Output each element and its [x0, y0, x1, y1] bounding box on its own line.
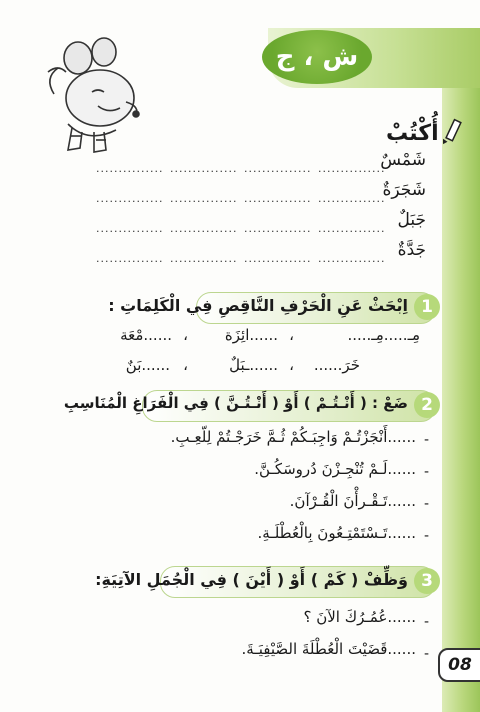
exercise2-title: ضَعْ : ( أَنْـتُـمْ ) أَوْ ( أَنْـتُـنَّ ) فِي الْفَرَاغِ الْمُنَاسِبِ	[63, 394, 408, 412]
write-rows	[96, 150, 426, 270]
fill-sentence[interactable]: ......عُمُـرُكَ الآنَ ؟	[303, 608, 416, 626]
write-row	[96, 240, 426, 270]
blank-line[interactable]: ...............	[170, 162, 238, 175]
separator: ،	[183, 326, 188, 344]
list-dash: -	[424, 496, 430, 512]
blank-line[interactable]: ...............	[244, 252, 312, 265]
page-number: 08	[438, 648, 480, 682]
exercise3-title: وَظِّفْ ( كَمْ ) أَوْ ( أَيْنَ ) فِي الْجُمَلِ الآتِيَةِ:	[95, 570, 408, 589]
write-row	[96, 210, 426, 240]
mascot-illustration	[38, 28, 158, 158]
exercise3-number: 3	[414, 568, 440, 594]
write-row	[96, 180, 426, 210]
separator: ،	[183, 356, 188, 374]
exercise1-title: اِبْحَثْ عَنِ الْحَرْفِ النَّاقِصِ فِي الْكَلِمَاتِ :	[108, 296, 408, 315]
write-row	[96, 150, 426, 180]
write-word: جَدَّةٌ	[397, 240, 426, 260]
blank-line[interactable]: ...............	[244, 162, 312, 175]
write-section-header	[386, 118, 463, 148]
blank-line[interactable]: ...............	[318, 162, 386, 175]
letters-badge: ش ، ج	[262, 30, 372, 84]
exercise2-number: 2	[414, 392, 440, 418]
blank-line[interactable]: ...............	[318, 192, 386, 205]
list-dash: -	[424, 464, 430, 480]
blank-line[interactable]: ...............	[96, 222, 164, 235]
blank-line[interactable]: ...............	[318, 252, 386, 265]
missing-letter-item[interactable]: ......ائِزَة	[224, 326, 278, 344]
blank-line[interactable]: ...............	[96, 192, 164, 205]
blank-line[interactable]: ...............	[96, 162, 164, 175]
missing-letter-item[interactable]: خَرَ......	[313, 356, 360, 374]
blank-line[interactable]: ...............	[170, 252, 238, 265]
missing-letter-item[interactable]: مِـ.....مِـ.....	[347, 326, 420, 344]
list-dash: -	[424, 432, 430, 448]
blank-line[interactable]: ...............	[170, 222, 238, 235]
pencil-icon	[443, 118, 463, 148]
missing-letter-item[interactable]: ......ـبَلٌ	[229, 356, 278, 374]
fill-sentence[interactable]: ......تَـقْـرأْنَ الْقُـرْآنَ.	[289, 492, 416, 510]
write-word: جَبَلٌ	[397, 210, 426, 230]
missing-letter-item[interactable]: ......مْعَة	[120, 326, 172, 344]
blank-line[interactable]: ...............	[244, 222, 312, 235]
fill-sentence[interactable]: ......تَـسْتَمْتِـعُونَ بِالْعُطْلَـةِ.	[257, 524, 416, 542]
blank-line[interactable]: ...............	[244, 192, 312, 205]
write-word: شَمْسٌ	[380, 150, 426, 170]
write-title: أُكْتُبْ	[386, 120, 439, 146]
separator: ،	[289, 356, 294, 374]
blank-line[interactable]: ...............	[318, 222, 386, 235]
separator: ،	[289, 326, 294, 344]
blank-line[interactable]: ...............	[96, 252, 164, 265]
missing-letter-item[interactable]: ......بَنٌ	[125, 356, 170, 374]
fill-sentence[interactable]: ......لَـمْ تُنْجِـزْنَ دُروسَكُـنَّ.	[254, 460, 416, 478]
list-dash: -	[424, 646, 430, 662]
blank-line[interactable]: ...............	[170, 192, 238, 205]
list-dash: -	[424, 528, 430, 544]
exercise1-number: 1	[414, 294, 440, 320]
fill-sentence[interactable]: ......أَنْجَزْتُـمْ وَاجِبَـكُمْ ثُـمَّ خَرَجْـتُمْ لِلّعِـبِ.	[170, 428, 416, 446]
list-dash: -	[424, 614, 430, 630]
fill-sentence[interactable]: ......قَضَيْتَ الْعُطْلَةَ الصَّيْفِيَـةَ.	[241, 640, 416, 658]
write-word: شَجَرَةٌ	[382, 180, 426, 200]
